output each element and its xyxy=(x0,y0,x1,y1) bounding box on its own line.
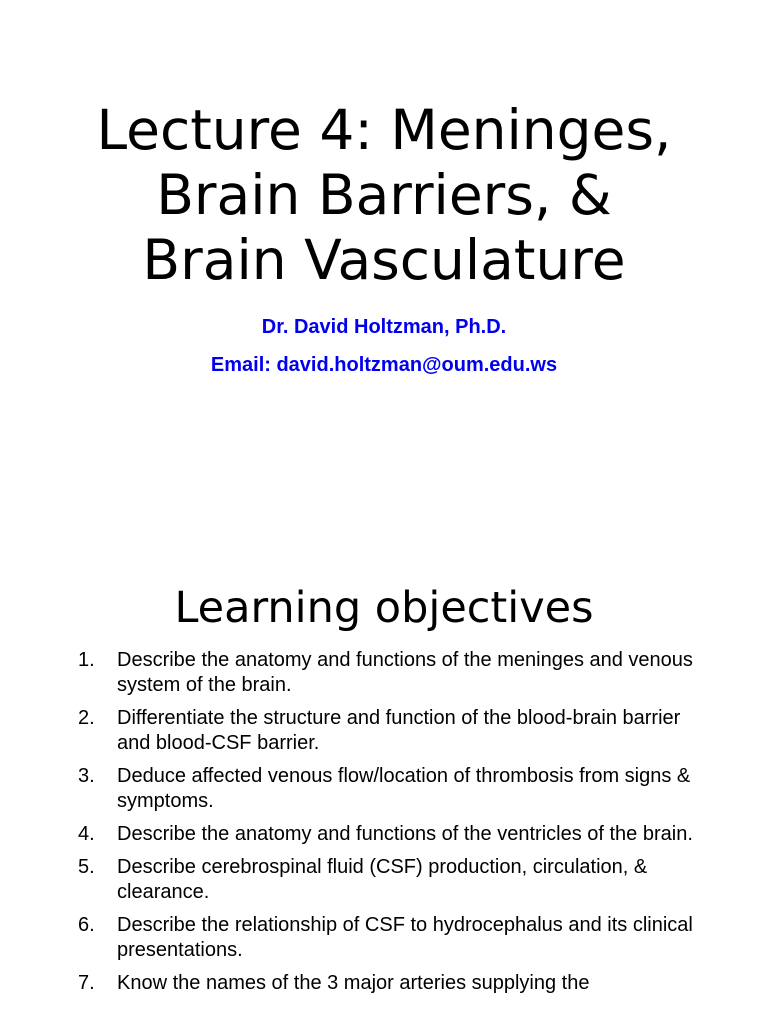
list-item xyxy=(0,648,768,698)
list-item-text: Describe the relationship of CSF to hydrocephalus and its clinical presentations. xyxy=(117,914,693,961)
author-name: Dr. David Holtzman, Ph.D. xyxy=(261,316,507,338)
list-item xyxy=(0,706,768,756)
list-item xyxy=(0,971,768,996)
objectives-list xyxy=(0,648,768,1004)
list-item-number: 7. xyxy=(78,972,95,994)
list-item-text: Describe the anatomy and functions of the ventricles of the brain. xyxy=(117,823,693,845)
lecture-title xyxy=(0,98,768,293)
list-item xyxy=(0,822,768,847)
author-email: Email: david.holtzman@oum.edu.ws xyxy=(210,354,558,376)
list-item xyxy=(0,855,768,905)
list-item xyxy=(0,764,768,814)
list-item-number: 5. xyxy=(78,856,95,878)
list-item-number: 6. xyxy=(78,914,95,936)
list-item-text: Differentiate the structure and function of the blood-brain barrier and blood-CSF barrier. xyxy=(117,707,681,754)
objectives-heading: Learning objectives xyxy=(174,583,594,633)
objectives-slide xyxy=(0,560,768,1024)
list-item-text: Deduce affected venous flow/location of thrombosis from signs & symptoms. xyxy=(117,765,691,812)
list-item xyxy=(0,913,768,963)
title-line: Brain Vasculature xyxy=(142,228,626,292)
list-item-text: Describe the anatomy and functions of the meninges and venous system of the brain. xyxy=(117,649,693,696)
list-item-number: 3. xyxy=(78,765,95,787)
list-item-number: 4. xyxy=(78,823,95,845)
list-item-number: 2. xyxy=(78,707,95,729)
list-item-text: Know the names of the 3 major arteries supplying the xyxy=(117,972,590,994)
list-item-number: 1. xyxy=(78,649,95,671)
title-line: Lecture 4: Meninges, xyxy=(96,98,672,162)
title-line: Brain Barriers, & xyxy=(156,163,612,227)
list-item-text: Describe cerebrospinal fluid (CSF) production, circulation, & clearance. xyxy=(117,856,648,903)
